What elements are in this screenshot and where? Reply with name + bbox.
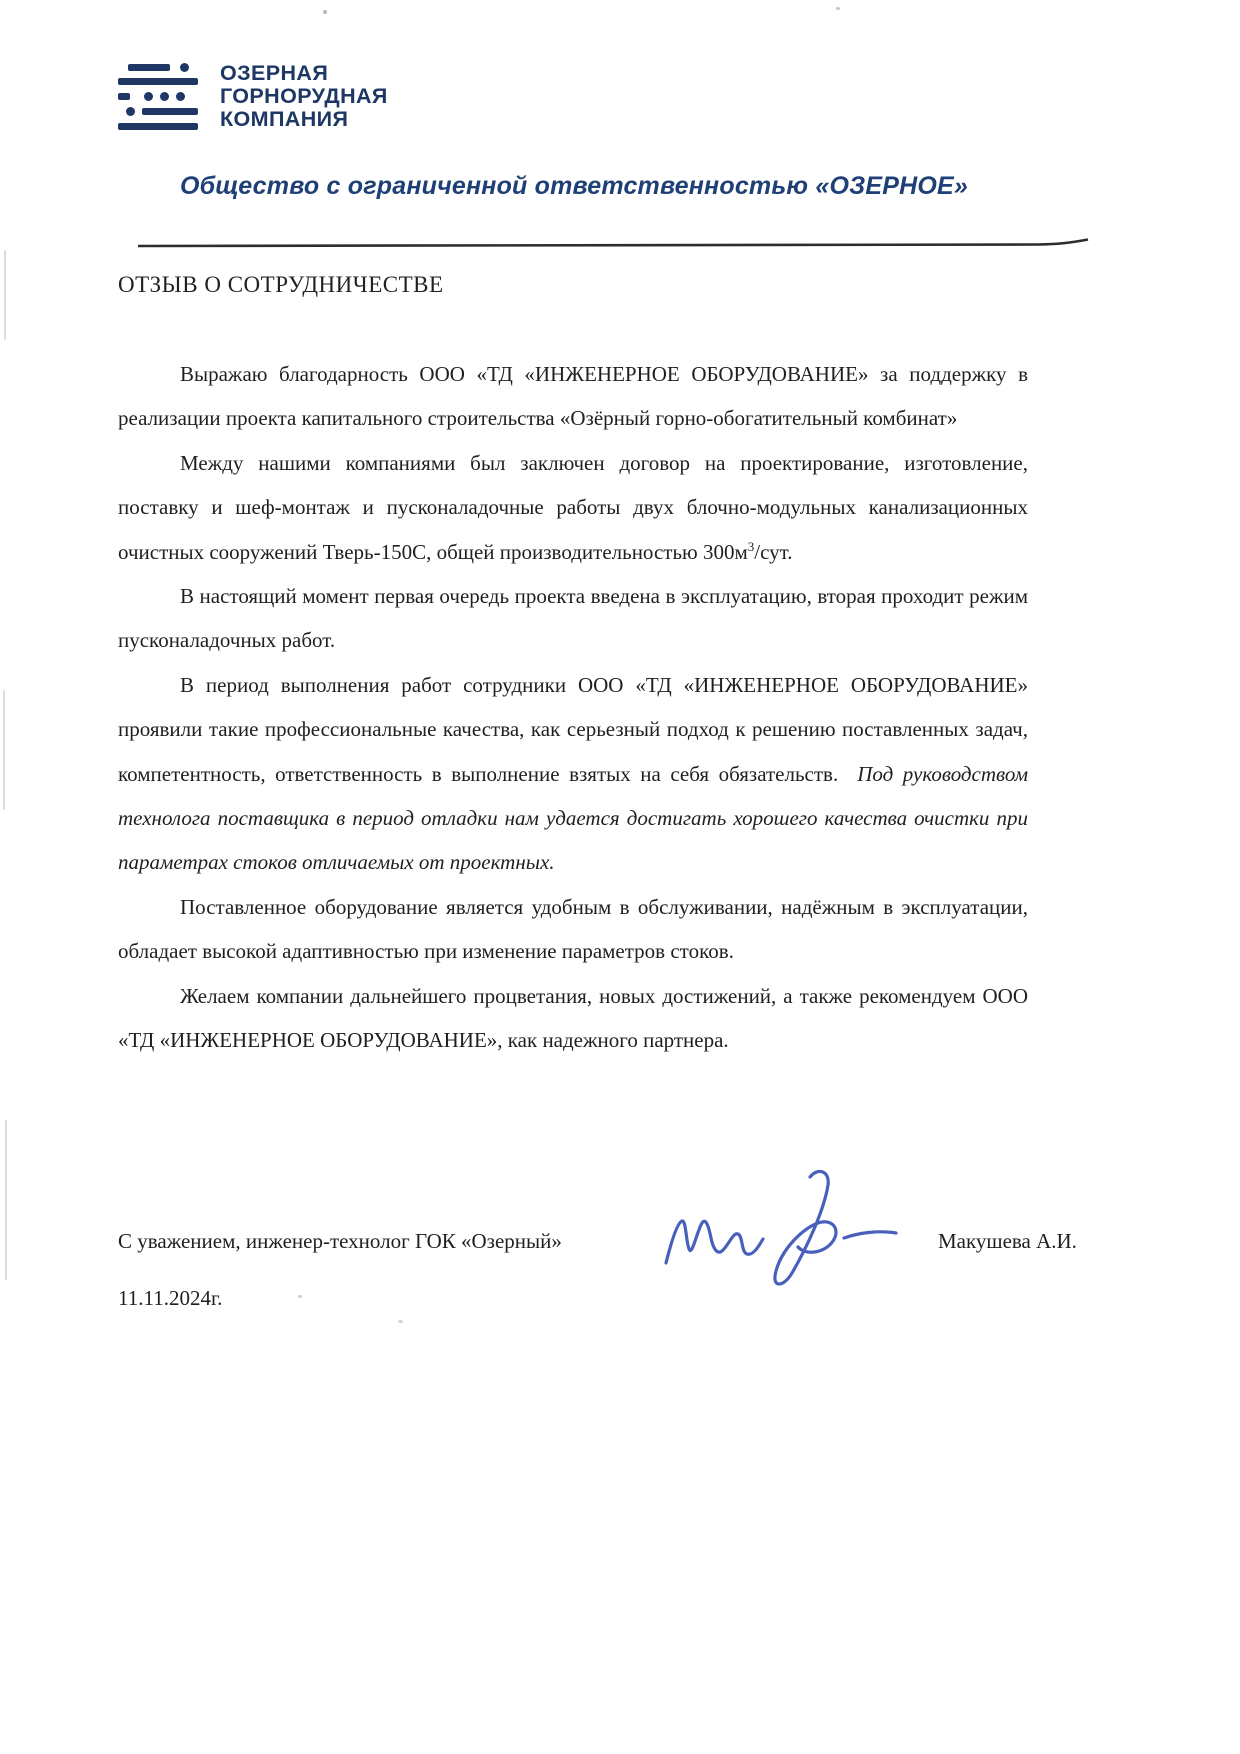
paragraph-1: Выражаю благодарность ООО «ТД «ИНЖЕНЕРНОЕ ОБОРУДОВАНИЕ» за поддержку в реализации проекта капитального строительства «Озёрный горно-обогатительный комбинат» [118, 362, 1028, 431]
scan-speck [398, 1320, 403, 1323]
scan-edge-artifact [5, 1120, 7, 1280]
header-rule [138, 238, 1090, 250]
scan-edge-artifact [3, 690, 5, 810]
paragraph-4: В период выполнения работ сотрудники ООО «ТД «ИНЖЕНЕРНОЕ ОБОРУДОВАНИЕ» проявили такие профессиональные качества, как серьезный подход к решению поставленных задач, компетентность, ответственность в выполнение взятых на себя обязательств. Под руководством технолога поставщика в период отладки нам удается достигать хорошего качества очистки при параметрах стоков отличаемых от проектных. [118, 672, 1028, 875]
logo-line-1: ОЗЕРНАЯ [220, 61, 329, 85]
letter-body [118, 352, 1028, 1063]
handwritten-signature [652, 1165, 922, 1300]
letter-date: 11.11.2024г. [118, 1286, 223, 1310]
paragraph-6: Желаем компании дальнейшего процветания, новых достижений, а также рекомендуем ООО «ТД «ИНЖЕНЕРНОЕ ОБОРУДОВАНИЕ», как надежного партнера. [118, 983, 1028, 1053]
logo-line-3: КОМПАНИЯ [220, 107, 349, 131]
scan-speck [323, 10, 327, 14]
company-logo [118, 62, 388, 131]
document-heading: ОТЗЫВ О СОТРУДНИЧЕСТВЕ [118, 272, 444, 297]
paragraph-2: Между нашими компаниями был заключен договор на проектирование, изготовление, поставку и шеф-монтаж и пусконаладочные работы двух блочно-модульных канализационных очистных сооружений Тверь-150С, общей производительностью $300м^3$/сут. [118, 450, 1028, 564]
logo-wordmark [220, 62, 388, 131]
scan-speck [298, 1295, 302, 1298]
signer-name: Макушева А.И. [938, 1229, 1077, 1253]
morse-code-logo-icon [118, 64, 198, 130]
signature-closing: С уважением, инженер-технолог ГОК «Озерный» [118, 1229, 562, 1253]
superscript-cubed: 3 [747, 538, 755, 554]
scan-speck [836, 7, 840, 10]
scan-edge-artifact [4, 250, 6, 340]
logo-line-2: ГОРНОРУДНАЯ [220, 84, 388, 108]
paragraph-3: В настоящий момент первая очередь проекта введена в эксплуатацию, вторая проходит режим пусконаладочных работ. [118, 584, 1028, 653]
italic-remark: Под руководством технолога поставщика в период отладки нам удается достигать хорошего качества очистки при параметрах стоков отличаемых от проектных. [118, 761, 1028, 875]
company-title: Общество с ограниченной ответственностью «ОЗЕРНОЕ» [179, 172, 969, 200]
paragraph-5: Поставленное оборудование является удобным в обслуживании, надёжным в эксплуатации, обладает высокой адаптивностью при изменение параметров стоков. [118, 894, 1028, 964]
